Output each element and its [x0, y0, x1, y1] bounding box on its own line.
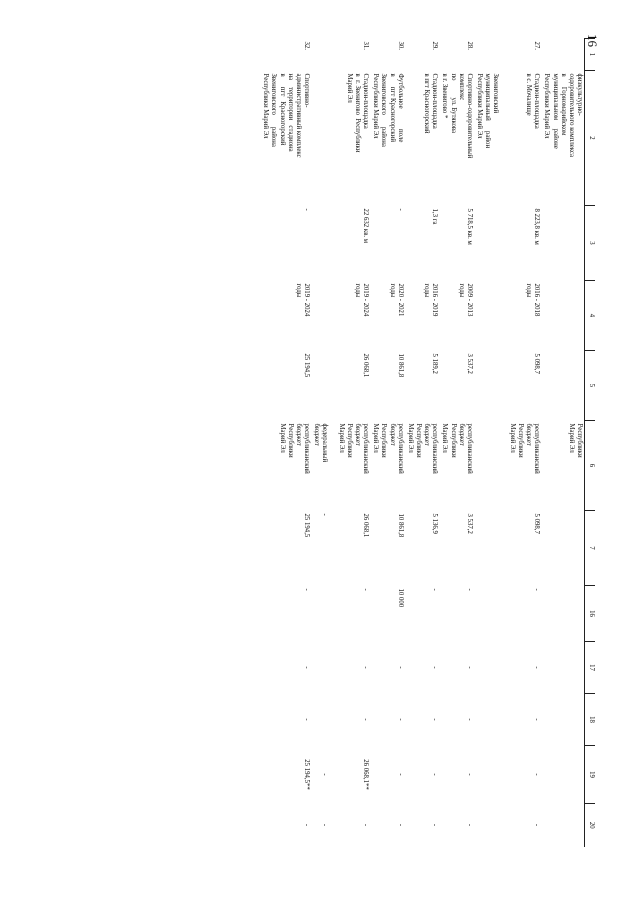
construction-years: 2009 - 2013 годы	[457, 283, 473, 317]
object-name: Спортивно- административный комплекс на территории стадиона в пгт Красногорский Звениговского района Республики Марий Эл	[262, 73, 310, 158]
header-cell: 7	[585, 511, 596, 586]
row-number: 32.	[303, 41, 310, 50]
object-name: Стадион-площадка в пгт Красногорский	[423, 73, 439, 134]
value-col16: -	[303, 588, 310, 591]
header-cell: 16	[585, 586, 596, 642]
construction-years	[541, 281, 584, 351]
funding-source: Республики Марий Эл	[567, 423, 583, 458]
value-col20: - -	[321, 823, 370, 827]
funding-source: республиканский бюджет Республики Марий Эл	[372, 423, 404, 474]
value-col20: -	[465, 823, 473, 827]
header-cell: 20	[585, 804, 596, 847]
value-col16: -	[431, 588, 439, 591]
table-row	[439, 39, 474, 847]
value-col19: -	[431, 773, 439, 776]
value-col7: 3 537,2	[465, 513, 473, 534]
header-cell: 2	[585, 71, 596, 206]
object-area: 22 632 кв. м	[362, 208, 370, 244]
estimated-cost: 26 068,1	[362, 353, 370, 378]
value-col17	[541, 642, 584, 694]
header-cell: 4	[585, 281, 596, 351]
value-col17: -	[465, 666, 473, 669]
value-col7: 25 194,5	[303, 513, 310, 538]
header-cell: 3	[585, 206, 596, 281]
table-row	[405, 39, 440, 847]
estimated-cost: 3 537,2	[465, 353, 473, 374]
construction-years: 2019 - 2024 годы	[353, 283, 370, 317]
value-col7: 10 861,8	[396, 513, 404, 538]
value-col18	[541, 694, 584, 746]
object-area	[541, 206, 584, 281]
object-area: -	[303, 208, 310, 211]
value-col20: -	[431, 823, 439, 827]
row-number: 28.	[465, 41, 473, 50]
value-col16: -	[533, 588, 541, 591]
funding-source: республиканский бюджет Республики Марий Эл	[508, 423, 541, 474]
object-name: Стадион-площадка в г. Звенигово Республики Марий Эл	[345, 73, 370, 153]
value-col7: 5 136,9	[431, 513, 439, 534]
table-row	[474, 39, 541, 847]
estimated-cost: 10 861,8	[396, 353, 404, 378]
object-area: 1,3 га	[431, 208, 439, 225]
object-area: 8 223,8 кв. м	[533, 208, 541, 245]
value-col18: -	[396, 718, 404, 721]
construction-years: 2016 - 2019 годы	[423, 283, 439, 317]
value-col7: 5 098,7	[533, 513, 541, 534]
object-name: физкультурно- оздоровительного комплекса в Горномарийском муниципальном районе Республики Марий Эл	[543, 73, 583, 158]
value-col17: -	[303, 666, 310, 669]
header-cell: 17	[585, 642, 596, 694]
table-row	[370, 39, 405, 847]
value-col19: 26 068,1** -	[321, 759, 370, 790]
value-col18: -	[533, 718, 541, 721]
funding-source: республиканский бюджет Республики Марий Эл федеральный бюджет	[313, 423, 370, 474]
construction-years: 2020 - 2021 годы	[388, 283, 404, 317]
object-area: -	[396, 208, 404, 211]
estimated-cost: 5 189,2	[431, 353, 439, 374]
estimated-cost: 5 098,7	[533, 353, 541, 374]
value-col17: -	[431, 666, 439, 669]
value-col19: -	[396, 773, 404, 776]
table-row	[541, 39, 584, 847]
value-col18: -	[362, 718, 370, 721]
value-col20: -	[533, 823, 541, 827]
row-number: 27.	[533, 41, 541, 50]
value-col19	[541, 746, 584, 804]
value-col18: -	[431, 718, 439, 721]
value-col20: -	[303, 823, 310, 827]
construction-years: 2016 - 2018 годы	[525, 283, 541, 317]
object-name: Стадион-площадка в с. Мочалище Звениговский муниципальный район Республики Марий Эл	[476, 73, 541, 149]
table-row	[311, 39, 370, 847]
value-col7: 26 068,1 -	[321, 513, 370, 538]
value-col17: -	[533, 666, 541, 669]
rotated-table-wrapper	[115, 38, 595, 848]
construction-years: 2019 - 2024 годы	[294, 283, 310, 317]
row-number: 29.	[431, 41, 439, 50]
header-cell: 1	[585, 39, 596, 71]
header-row	[585, 39, 596, 847]
estimated-cost	[541, 351, 584, 421]
value-col16	[541, 586, 584, 642]
row-number: 31.	[362, 41, 370, 50]
value-col19: -	[465, 773, 473, 776]
value-col20: -	[396, 823, 404, 827]
value-col16: 10 000	[396, 588, 404, 608]
estimated-cost: 25 194,5	[303, 353, 310, 378]
table-row	[260, 39, 311, 847]
value-col16: -	[465, 588, 473, 591]
header-cell: 5	[585, 351, 596, 421]
object-name: Спортивно-оздоровительный комплекс по ул. Бутякова в г. Звенигово *	[441, 73, 473, 159]
program-table	[260, 38, 595, 847]
header-cell: 6	[585, 421, 596, 511]
value-col16: -	[362, 588, 370, 591]
header-cell: 18	[585, 694, 596, 746]
funding-source: республиканский бюджет Республики Марий Эл	[406, 423, 439, 474]
header-cell: 19	[585, 746, 596, 804]
value-col19: -	[533, 773, 541, 776]
value-col7	[541, 511, 584, 586]
object-area: 5 718,5 кв. м	[465, 208, 473, 245]
row-number: 30.	[396, 41, 404, 50]
value-col19: 25 194,5**	[303, 759, 310, 790]
value-col18: -	[303, 718, 310, 721]
value-col20	[541, 804, 584, 847]
value-col18: -	[465, 718, 473, 721]
funding-source: республиканский бюджет Республики Марий Эл	[441, 423, 473, 474]
funding-source: республиканский бюджет Республики Марий Эл	[278, 423, 310, 474]
value-col17: -	[362, 666, 370, 669]
object-name: Футбольное поле в пгт Красногорский Звениговского района Республики Марий Эл	[372, 73, 404, 147]
page-number: 16	[585, 34, 600, 47]
row-number	[541, 39, 584, 71]
value-col17: -	[396, 666, 404, 669]
